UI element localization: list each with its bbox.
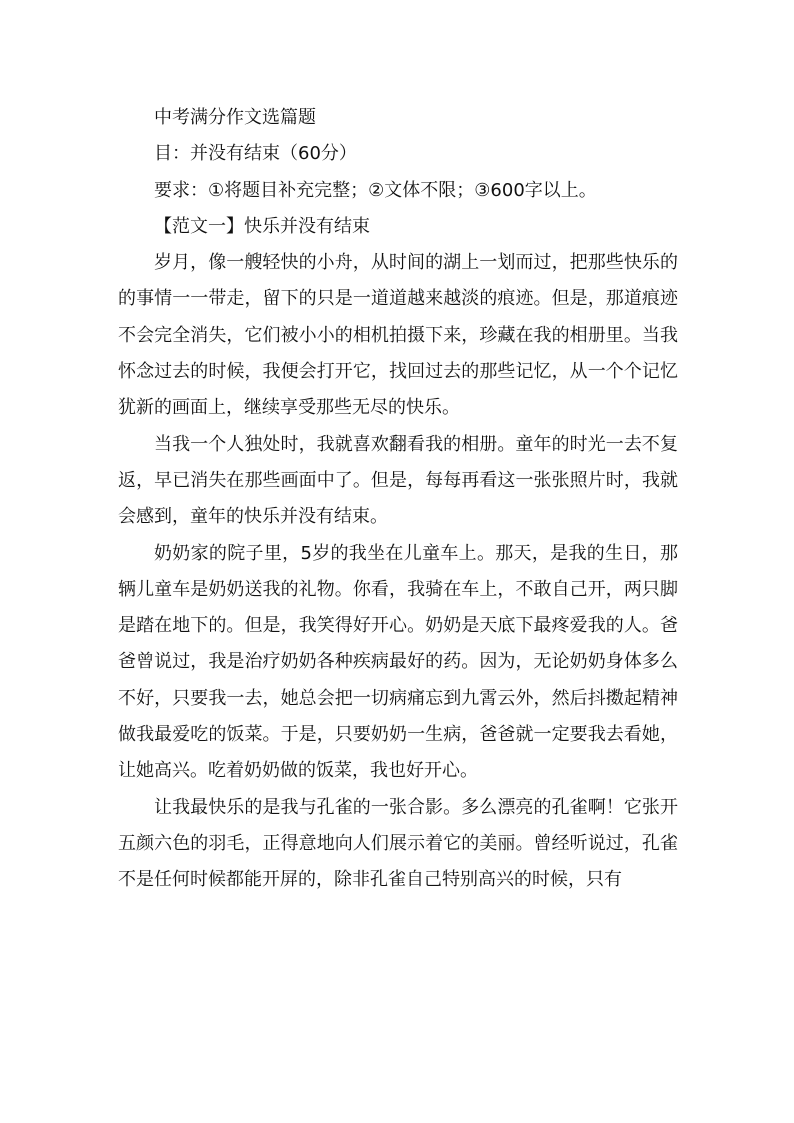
paragraph-2: 当我一个人独处时，我就喜欢翻看我的相册。童年的时光一去不复返，早已消失在那些画面中了。但是，每每再看这一张张照片时，我就会感到，童年的快乐并没有结束。 (118, 433, 678, 528)
paragraph-4: 让我最快乐的是我与孔雀的一张合影。多么漂亮的孔雀啊！它张开五颜六色的羽毛，正得意地向人们展示着它的美丽。曾经听说过，孔雀不是任何时候都能开屏的，除非孔雀自己特别高兴的时候，只有 (118, 796, 678, 891)
collection-title: 中考满分作文选篇题 (154, 107, 316, 128)
paragraph-3: 奶奶家的院子里，5岁的我坐在儿童车上。那天，是我的生日，那辆儿童车是奶奶送我的礼物。你看，我骑在车上，不敢自己开，两只脚是踏在地下的。但是，我笑得好开心。奶奶是天底下最疼爱我的人。爸爸曾说过，我是治疗奶奶各种疾病最好的药。因为，无论奶奶身体多么不好，只要我一去，她总会把一切病痛忘到九霄云外，然后抖擞起精神做我最爱吃的饭菜。于是，只要奶奶一生病，爸爸就一定要我去看她，让她高兴。吃着奶奶做的饭菜，我也好开心。 (118, 542, 678, 782)
essay-body (118, 100, 678, 899)
essay-requirements: 要求：①将题目补充完整；②文体不限；③600字以上。 (154, 179, 597, 201)
essay-prompt-title: 目：并没有结束（60分） (154, 143, 357, 165)
paragraph-1: 岁月，像一艘轻快的小舟，从时间的湖上一划而过，把那些快乐的的事情一一带走，留下的只是一道道越来越淡的痕迹。但是，那道痕迹不会完全消失，它们被小小的相机拍摄下来，珍藏在我的相册里。当我怀念过去的时候，我便会打开它，找回过去的那些记忆，从一个个记忆犹新的画面上，继续享受那些无尽的快乐。 (118, 252, 678, 419)
sample-essay-title: 【范文一】快乐并没有结束 (154, 215, 370, 237)
